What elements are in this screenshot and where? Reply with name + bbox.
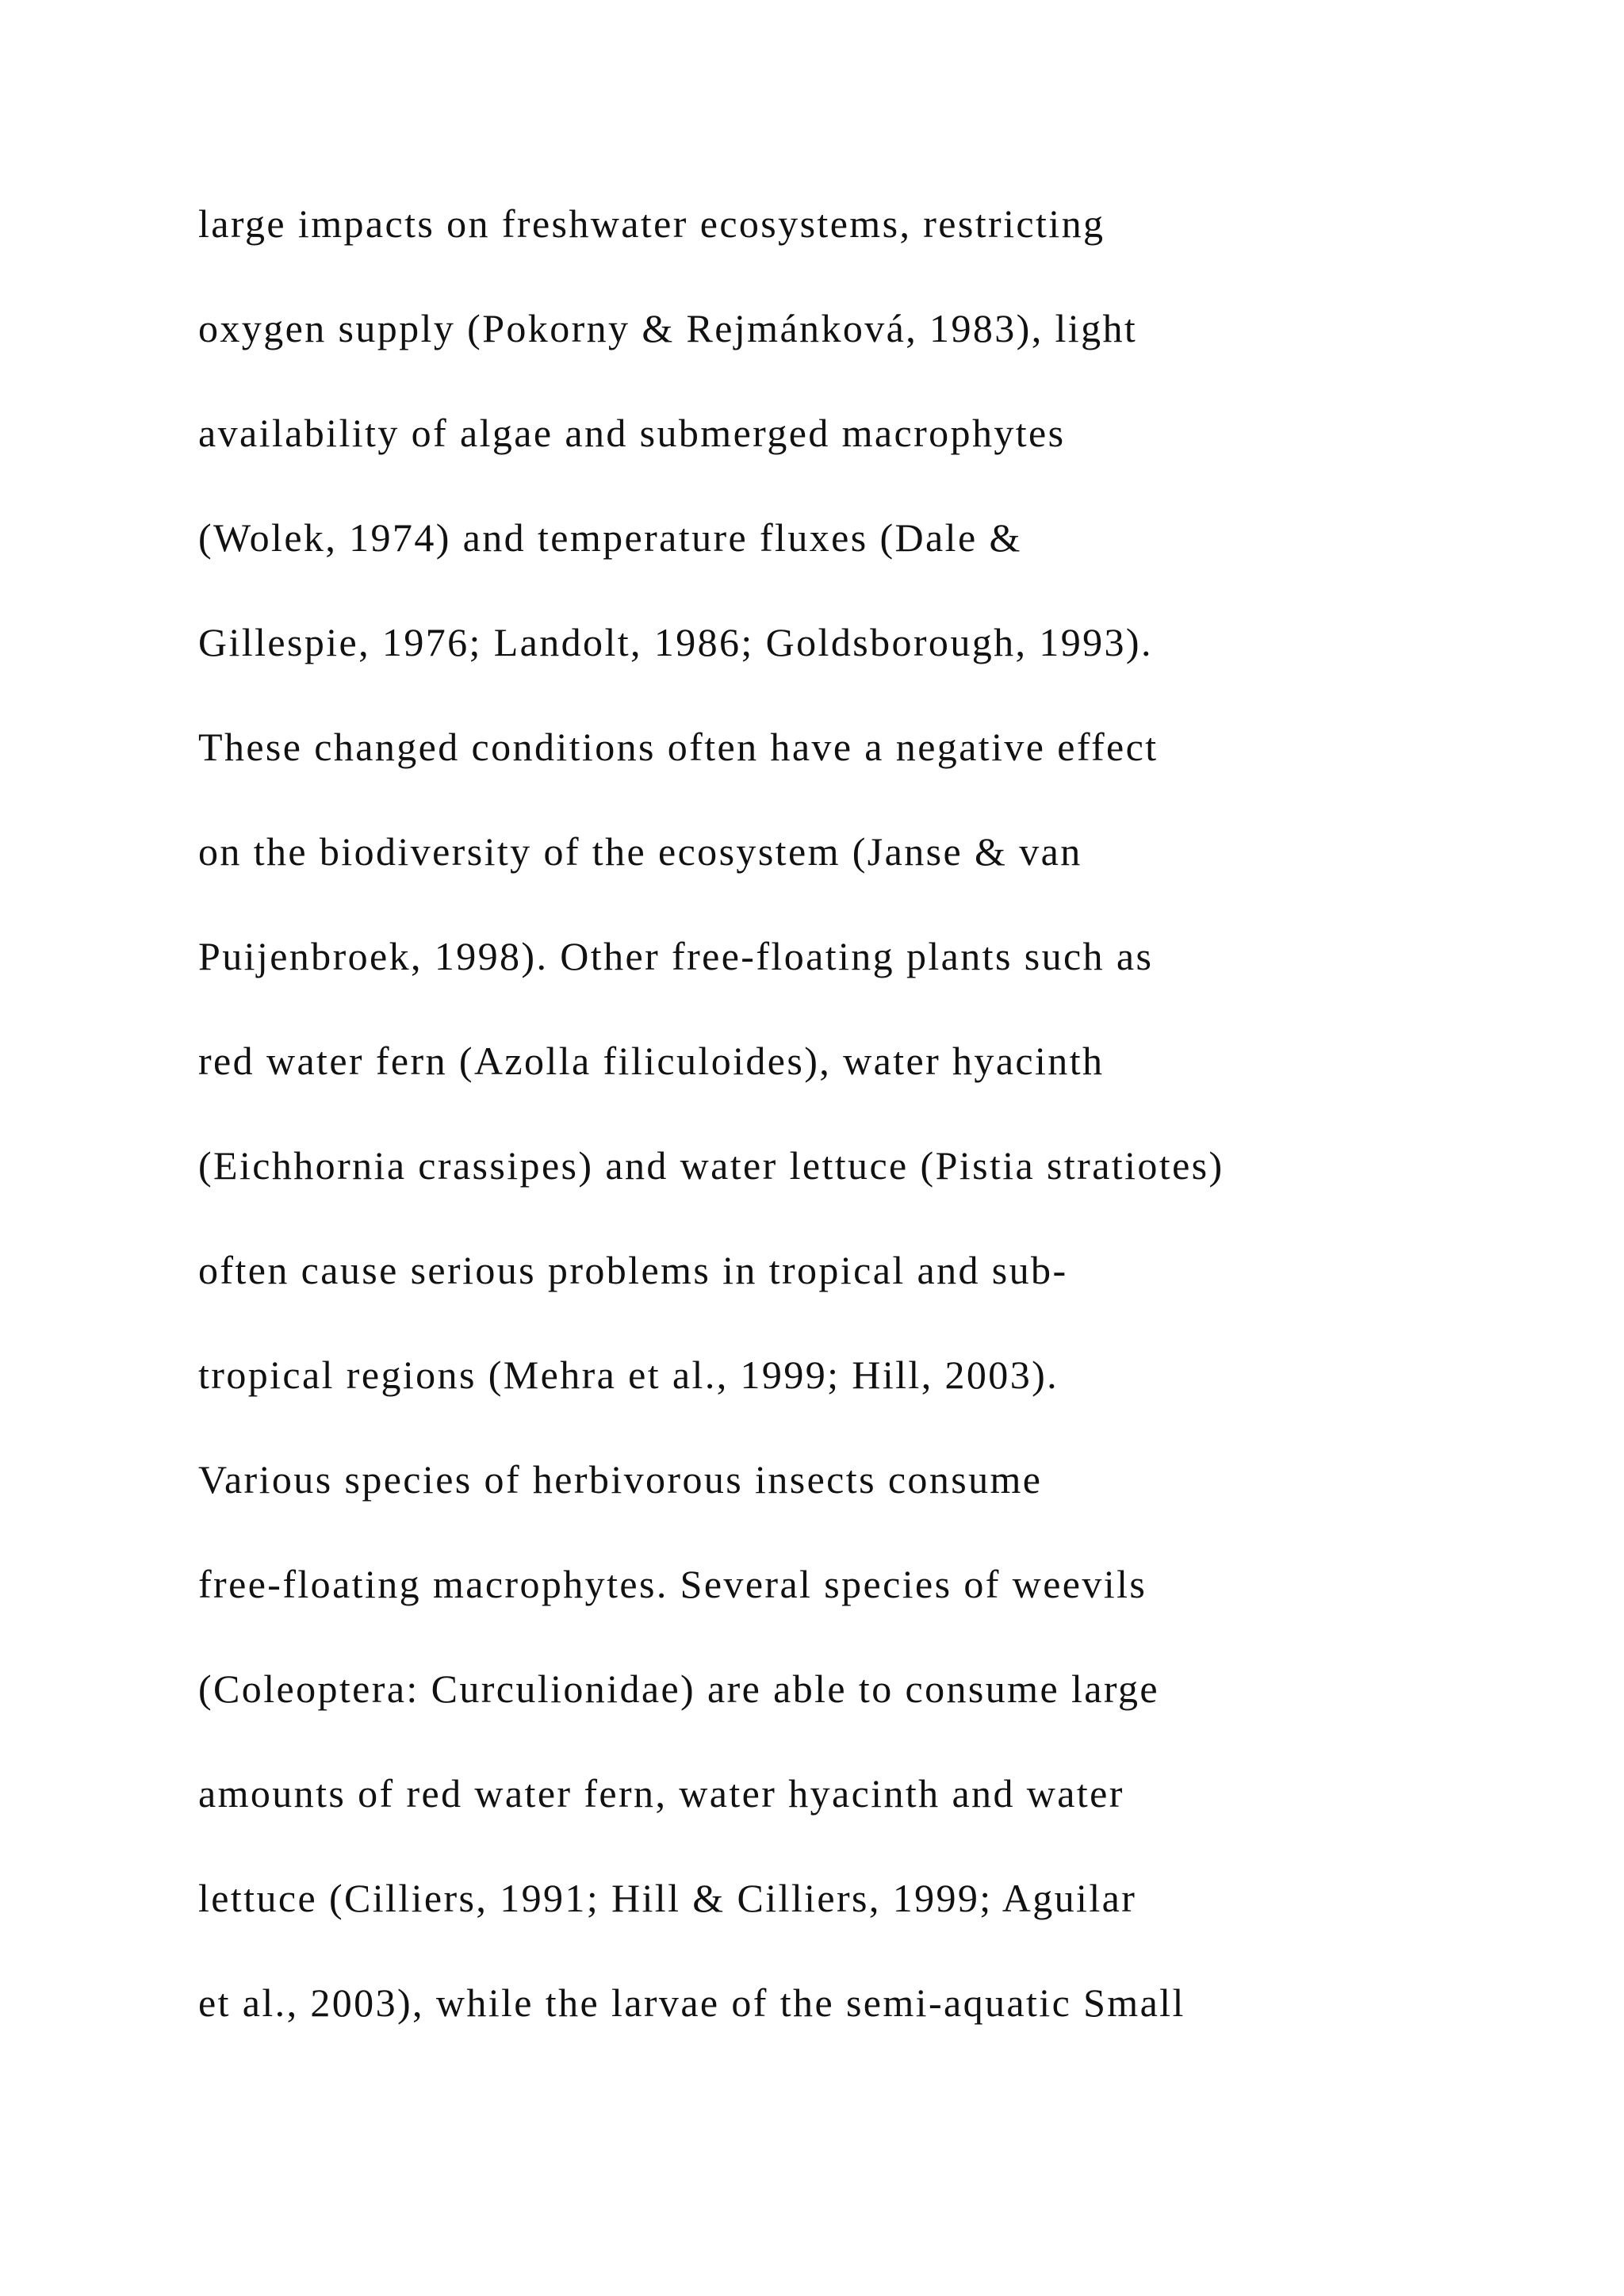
text-line: availability of algae and submerged macrophytes [198,411,1066,455]
text-line: Gillespie, 1976; Landolt, 1986; Goldsborough, 1993). [198,620,1153,664]
text-line: (Coleoptera: Curculionidae) are able to consume large [198,1667,1159,1711]
body-text [198,189,1546,2072]
text-line: amounts of red water fern, water hyacinth and water [198,1771,1124,1816]
text-line: on the biodiversity of the ecosystem (Janse & van [198,829,1082,874]
text-line: large impacts on freshwater ecosystems, restricting [198,201,1105,246]
text-line: (Eichhornia crassipes) and water lettuce (Pistia stratiotes) [198,1143,1224,1188]
text-line: Puijenbroek, 1998). Other free-floating plants such as [198,934,1154,978]
text-line: tropical regions (Mehra et al., 1999; Hill, 2003). [198,1353,1059,1397]
text-line: lettuce (Cilliers, 1991; Hill & Cilliers, 1999; Aguilar [198,1876,1137,1920]
text-line: (Wolek, 1974) and temperature fluxes (Dale & [198,515,1022,560]
text-line: oxygen supply (Pokorny & Rejmánková, 1983), light [198,306,1138,350]
text-line: These changed conditions often have a negative effect [198,725,1159,769]
text-line: Various species of herbivorous insects consume [198,1457,1043,1502]
text-line: often cause serious problems in tropical and sub- [198,1248,1068,1292]
text-line: red water fern (Azolla filiculoides), water hyacinth [198,1039,1105,1083]
text-line: et al., 2003), while the larvae of the semi-aquatic Small [198,1980,1185,2025]
text-line: free-floating macrophytes. Several species of weevils [198,1562,1147,1606]
